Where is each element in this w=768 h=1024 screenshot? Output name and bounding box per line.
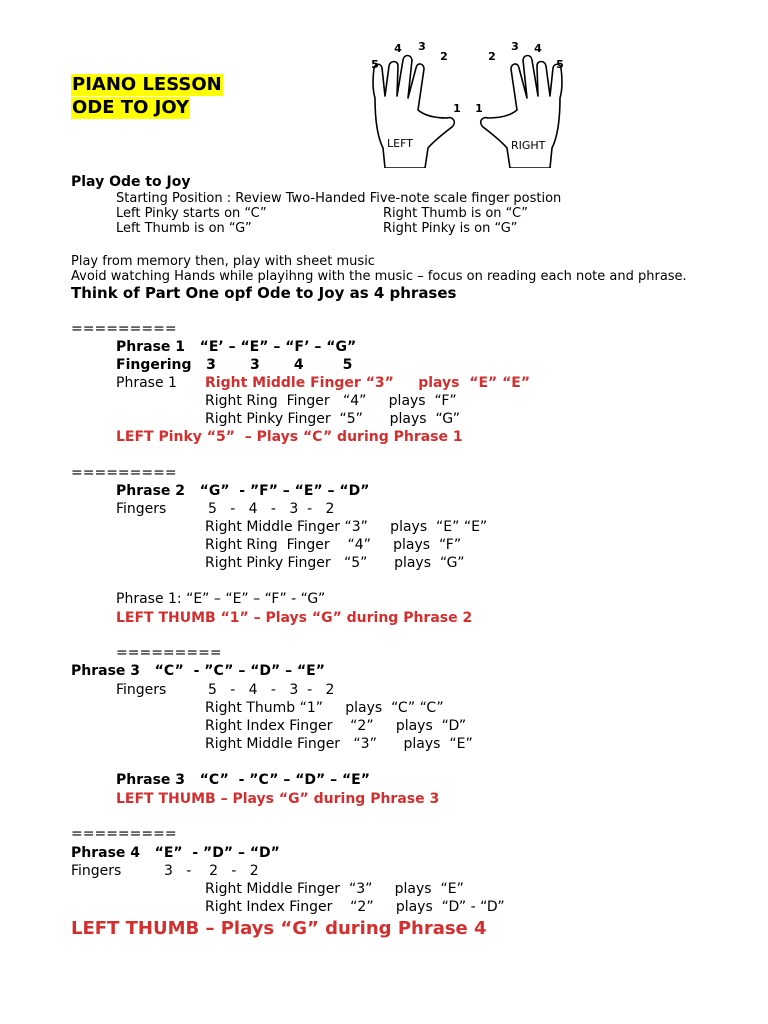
phrase1-title: Phrase 1 “E’ – “E” – “F’ – “G” bbox=[116, 339, 357, 355]
think-heading: Think of Part One opf Ode to Joy as 4 phrases bbox=[71, 284, 457, 302]
phrase1-middle-finger: Right Middle Finger “3” plays “E” “E” bbox=[205, 375, 531, 391]
phrase1-ring-finger: Right Ring Finger “4” plays “F” bbox=[205, 393, 457, 409]
left-finger-3: 3 bbox=[418, 40, 426, 53]
phrase2-fingers-label: Fingers bbox=[116, 501, 167, 517]
left-hand-label: LEFT bbox=[387, 137, 413, 150]
phrase2-fingers: 5 - 4 - 3 - 2 bbox=[208, 501, 335, 517]
title-line-2: ODE TO JOY bbox=[72, 97, 190, 118]
phrase2-left-hand: LEFT THUMB “1” – Plays “G” during Phrase 2 bbox=[116, 610, 473, 626]
title-line-1: PIANO LESSON bbox=[72, 74, 222, 95]
phrase2-recap: Phrase 1: “E” – “E” – “F” - “G” bbox=[116, 591, 326, 607]
right-finger-3: 3 bbox=[511, 40, 519, 53]
left-hand-outline bbox=[373, 56, 454, 169]
phrase4-fingers-label: Fingers bbox=[71, 863, 122, 879]
phrase4-middle-finger: Right Middle Finger “3” plays “E” bbox=[205, 881, 464, 897]
phrase1-left-hand: LEFT Pinky “5” – Plays “C” during Phrase 1 bbox=[116, 429, 463, 445]
right-finger-5: 5 bbox=[556, 58, 564, 71]
phrase3-index-finger: Right Index Finger “2” plays “D” bbox=[205, 718, 467, 734]
right-finger-4: 4 bbox=[534, 42, 542, 55]
phrase2-title: Phrase 2 “G” - ”F” – “E” – “D” bbox=[116, 483, 370, 499]
phrase4-title: Phrase 4 “E” - ”D” – “D” bbox=[71, 845, 280, 861]
memory-note: Play from memory then, play with sheet music bbox=[71, 254, 375, 269]
phrase3-fingers: 5 - 4 - 3 - 2 bbox=[208, 682, 335, 698]
hands-finger-diagram bbox=[365, 38, 570, 168]
left-finger-4: 4 bbox=[394, 42, 402, 55]
right-finger-1: 1 bbox=[475, 102, 483, 115]
starting-position: Starting Position : Review Two-Handed Five-note scale finger postion bbox=[116, 191, 562, 206]
avoid-note: Avoid watching Hands while playihng with the music – focus on reading each note and phrase. bbox=[71, 269, 687, 284]
phrase2-ring-finger: Right Ring Finger “4” plays “F” bbox=[205, 537, 462, 553]
left-finger-1: 1 bbox=[453, 102, 461, 115]
phrase3-title: Phrase 3 “C” - ”C” – “D” – “E” bbox=[71, 663, 325, 679]
phrase3-left-hand: LEFT THUMB – Plays “G” during Phrase 3 bbox=[116, 791, 440, 807]
left-pinky-note: Left Pinky starts on “C” bbox=[116, 206, 267, 221]
phrase4-index-finger: Right Index Finger “2” plays “D” - “D” bbox=[205, 899, 505, 915]
phrase3-middle-finger: Right Middle Finger “3” plays “E” bbox=[205, 736, 473, 752]
phrase2-pinky-finger: Right Pinky Finger “5” plays “G” bbox=[205, 555, 465, 571]
phrase1-label: Phrase 1 bbox=[116, 375, 177, 391]
phrase4-fingers: 3 - 2 - 2 bbox=[164, 863, 259, 879]
left-finger-2: 2 bbox=[440, 50, 448, 63]
phrase2-middle-finger: Right Middle Finger “3” plays “E” “E” bbox=[205, 519, 488, 535]
divider: ========= bbox=[116, 645, 222, 661]
phrase3-thumb: Right Thumb “1” plays “C” “C” bbox=[205, 700, 444, 716]
phrase1-fingering: Fingering 3 3 4 5 bbox=[116, 357, 353, 373]
phrase3-fingers-label: Fingers bbox=[116, 682, 167, 698]
left-finger-5: 5 bbox=[371, 58, 379, 71]
right-finger-2: 2 bbox=[488, 50, 496, 63]
phrase1-pinky-finger: Right Pinky Finger “5” plays “G” bbox=[205, 411, 461, 427]
divider: ========= bbox=[71, 321, 177, 337]
right-hand-label: RIGHT bbox=[511, 139, 546, 152]
left-thumb-note: Left Thumb is on “G” bbox=[116, 221, 252, 236]
divider: ========= bbox=[71, 826, 177, 842]
right-thumb-note: Right Thumb is on “C” bbox=[383, 206, 528, 221]
divider: ========= bbox=[71, 465, 177, 481]
phrase3-title-repeat: Phrase 3 “C” - ”C” – “D” – “E” bbox=[116, 772, 370, 788]
right-pinky-note: Right Pinky is on “G” bbox=[383, 221, 518, 236]
phrase4-left-hand: LEFT THUMB – Plays “G” during Phrase 4 bbox=[71, 918, 487, 939]
intro-heading: Play Ode to Joy bbox=[71, 174, 191, 190]
